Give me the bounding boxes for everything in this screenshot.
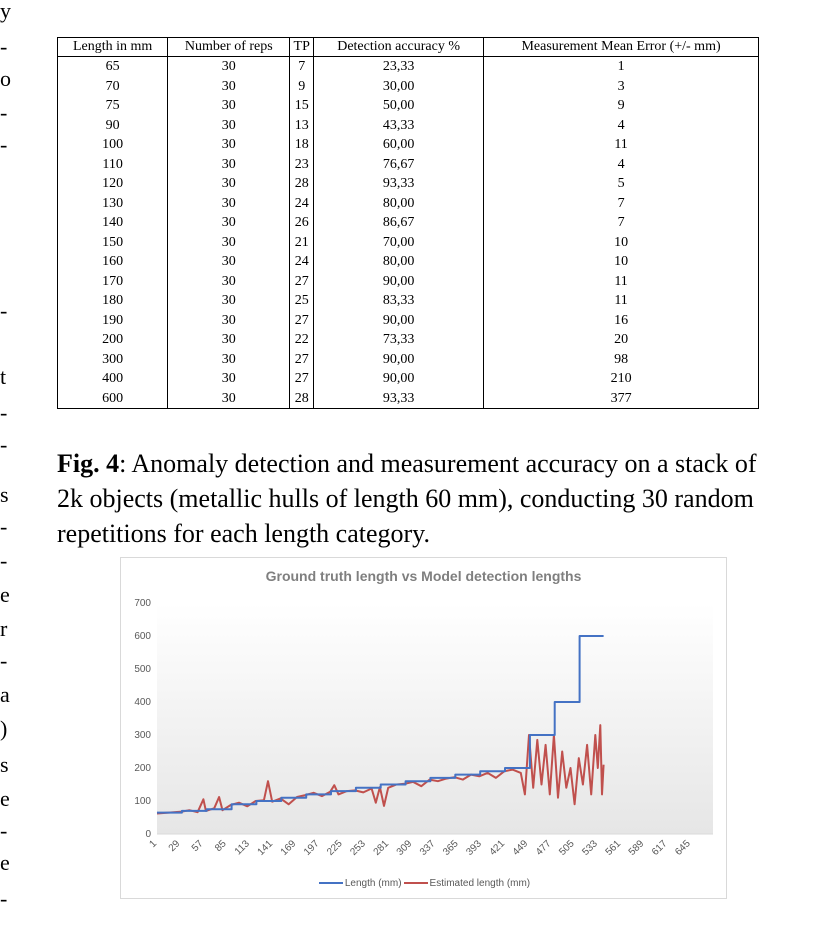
margin-fragment: a: [0, 682, 10, 707]
table-row: [58, 135, 759, 155]
table-header-row: [58, 38, 759, 57]
table-row: [58, 272, 759, 292]
table-cell: 30: [168, 369, 290, 389]
x-tick-label: 225: [325, 838, 345, 858]
x-tick-label: 253: [348, 838, 368, 858]
table-cell: 93,33: [314, 389, 484, 409]
table-cell: 27: [290, 272, 314, 292]
table-row: [58, 291, 759, 311]
table-cell: 200: [58, 330, 168, 350]
table-cell: 100: [58, 135, 168, 155]
legend-length-label: Length (mm): [344, 878, 402, 889]
x-tick-label: 449: [510, 838, 531, 858]
x-tick-label: 505: [557, 838, 577, 858]
table-cell: 80,00: [314, 194, 484, 214]
y-tick-label: 100: [134, 796, 151, 807]
table-cell: 30: [168, 252, 290, 272]
x-tick-label: 421: [487, 838, 508, 858]
x-tick-label: 589: [626, 838, 647, 858]
legend-length-swatch: [319, 882, 343, 884]
table-cell: 377: [484, 389, 759, 409]
table-cell: 50,00: [314, 96, 484, 116]
table-cell: 190: [58, 311, 168, 331]
table-cell: 30: [168, 272, 290, 292]
margin-fragment: r: [0, 616, 8, 641]
plot-area: [157, 603, 713, 834]
table-cell: 600: [58, 389, 168, 409]
table-row: [58, 213, 759, 233]
chart-plot: [121, 558, 726, 878]
margin-fragment: -: [0, 432, 8, 457]
table-cell: 16: [484, 311, 759, 331]
header-accuracy: Detection accuracy %: [314, 38, 484, 57]
table-cell: 7: [484, 213, 759, 233]
table-cell: 30: [168, 213, 290, 233]
x-tick-label: 85: [213, 838, 229, 854]
x-tick-label: 169: [278, 838, 299, 858]
table-cell: 90,00: [314, 311, 484, 331]
y-tick-label: 0: [145, 829, 151, 840]
x-tick-label: 365: [441, 838, 461, 858]
margin-fragment: -: [0, 514, 8, 539]
legend-estimated-swatch: [404, 882, 428, 884]
table-cell: 10: [484, 252, 759, 272]
table-row: [58, 77, 759, 97]
table-cell: 27: [290, 350, 314, 370]
table-cell: 11: [484, 272, 759, 292]
x-tick-label: 337: [417, 838, 438, 858]
table-cell: 160: [58, 252, 168, 272]
table-cell: 26: [290, 213, 314, 233]
table-cell: 30: [168, 350, 290, 370]
y-tick-label: 600: [134, 631, 151, 642]
table-row: [58, 252, 759, 272]
table-cell: 9: [484, 96, 759, 116]
header-length: Length in mm: [58, 38, 168, 57]
table-cell: 10: [484, 233, 759, 253]
x-tick-label: 197: [301, 838, 322, 858]
table-cell: 4: [484, 155, 759, 175]
table-cell: 27: [290, 369, 314, 389]
table-cell: 180: [58, 291, 168, 311]
x-tick-label: 57: [189, 838, 206, 854]
legend-estimated-label: Estimated length (mm): [429, 878, 531, 889]
table-cell: 170: [58, 272, 168, 292]
table-row: [58, 369, 759, 389]
margin-fragment: -: [0, 548, 8, 573]
x-tick-label: 1: [147, 838, 160, 851]
table-cell: 27: [290, 311, 314, 331]
margin-fragment: -: [0, 818, 8, 843]
x-tick-label: 393: [464, 838, 484, 858]
y-tick-label: 500: [134, 664, 151, 675]
x-tick-label: 477: [533, 838, 554, 858]
table-cell: 11: [484, 291, 759, 311]
table-cell: 30: [168, 233, 290, 253]
margin-fragment: -: [0, 34, 8, 59]
left-margin-text: [0, 0, 14, 926]
table-cell: 23,33: [314, 57, 484, 77]
table-cell: 9: [290, 77, 314, 97]
chart-title: Ground truth length vs Model detection lengths: [265, 568, 582, 584]
table-cell: 15: [290, 96, 314, 116]
table-cell: 4: [484, 116, 759, 136]
table-cell: 90,00: [314, 350, 484, 370]
table-row: [58, 350, 759, 370]
table-cell: 3: [484, 77, 759, 97]
table-cell: 70,00: [314, 233, 484, 253]
chart-legend: [121, 878, 726, 889]
margin-fragment: -: [0, 100, 8, 125]
table-cell: 11: [484, 135, 759, 155]
margin-fragment: -: [0, 886, 8, 911]
x-tick-label: 645: [673, 838, 693, 858]
header-reps: Number of reps: [168, 38, 290, 57]
y-tick-label: 200: [134, 763, 151, 774]
table-cell: 83,33: [314, 291, 484, 311]
margin-fragment: ): [0, 716, 8, 741]
margin-fragment: y: [0, 0, 11, 23]
margin-fragment: e: [0, 582, 10, 607]
margin-fragment: t: [0, 364, 7, 389]
table-row: [58, 330, 759, 350]
table-cell: 120: [58, 174, 168, 194]
table-cell: 28: [290, 389, 314, 409]
table-cell: 110: [58, 155, 168, 175]
table-cell: 75: [58, 96, 168, 116]
table-cell: 30: [168, 330, 290, 350]
table-cell: 7: [290, 57, 314, 77]
x-tick-label: 617: [649, 838, 670, 858]
y-tick-label: 300: [134, 730, 151, 741]
table-cell: 30: [168, 77, 290, 97]
table-cell: 1: [484, 57, 759, 77]
header-error: Measurement Mean Error (+/- mm): [484, 38, 759, 57]
table-cell: 30,00: [314, 77, 484, 97]
margin-fragment: e: [0, 786, 10, 811]
figure-caption: [57, 446, 769, 551]
x-tick-label: 113: [232, 838, 252, 858]
table-cell: 130: [58, 194, 168, 214]
table-cell: 30: [168, 57, 290, 77]
table-cell: 30: [168, 194, 290, 214]
table-cell: 210: [484, 369, 759, 389]
table-row: [58, 116, 759, 136]
table-cell: 22: [290, 330, 314, 350]
x-tick-label: 141: [255, 838, 276, 858]
table-cell: 300: [58, 350, 168, 370]
table-row: [58, 233, 759, 253]
table-cell: 20: [484, 330, 759, 350]
caption-label: Fig. 4: [57, 449, 120, 478]
table-cell: 7: [484, 194, 759, 214]
table-cell: 5: [484, 174, 759, 194]
table-row: [58, 155, 759, 175]
table-cell: 25: [290, 291, 314, 311]
table-cell: 30: [168, 135, 290, 155]
table-cell: 80,00: [314, 252, 484, 272]
table-cell: 28: [290, 174, 314, 194]
table-cell: 18: [290, 135, 314, 155]
table-body: [58, 57, 759, 409]
table-cell: 90: [58, 116, 168, 136]
table-cell: 90,00: [314, 272, 484, 292]
margin-fragment: -: [0, 298, 8, 323]
table-row: [58, 57, 759, 77]
margin-fragment: -: [0, 400, 8, 425]
caption-text: : Anomaly detection and measurement accuracy on a stack of 2k objects (metallic hulls of length 60 mm), conducting 30 random repetitions for each length category.: [57, 449, 757, 548]
x-tick-label: 29: [166, 838, 183, 854]
table-cell: 140: [58, 213, 168, 233]
header-tp: TP: [290, 38, 314, 57]
table-cell: 21: [290, 233, 314, 253]
table-cell: 65: [58, 57, 168, 77]
table-cell: 13: [290, 116, 314, 136]
table-row: [58, 194, 759, 214]
x-tick-label: 309: [394, 838, 415, 858]
table-cell: 30: [168, 116, 290, 136]
table-cell: 86,67: [314, 213, 484, 233]
table-cell: 23: [290, 155, 314, 175]
table-cell: 30: [168, 311, 290, 331]
x-tick-label: 561: [603, 838, 624, 858]
table-cell: 73,33: [314, 330, 484, 350]
y-tick-label: 700: [134, 598, 151, 609]
results-table: [57, 37, 759, 409]
table-row: [58, 96, 759, 116]
table-cell: 30: [168, 96, 290, 116]
table-row: [58, 389, 759, 409]
table-cell: 400: [58, 369, 168, 389]
x-tick-label: 281: [371, 838, 392, 858]
table-cell: 24: [290, 252, 314, 272]
table-cell: 30: [168, 389, 290, 409]
table-cell: 30: [168, 174, 290, 194]
margin-fragment: e: [0, 850, 10, 875]
table-cell: 70: [58, 77, 168, 97]
table-cell: 24: [290, 194, 314, 214]
margin-fragment: -: [0, 132, 8, 157]
table-cell: 150: [58, 233, 168, 253]
y-tick-label: 400: [134, 697, 151, 708]
margin-fragment: -: [0, 648, 8, 673]
line-chart: [120, 557, 727, 899]
table-cell: 93,33: [314, 174, 484, 194]
table-row: [58, 311, 759, 331]
table-row: [58, 174, 759, 194]
table-cell: 30: [168, 155, 290, 175]
table-cell: 30: [168, 291, 290, 311]
table-cell: 76,67: [314, 155, 484, 175]
table-cell: 90,00: [314, 369, 484, 389]
table-cell: 98: [484, 350, 759, 370]
margin-fragment: o: [0, 66, 11, 91]
table-cell: 43,33: [314, 116, 484, 136]
table-cell: 60,00: [314, 135, 484, 155]
margin-fragment: s: [0, 752, 9, 777]
margin-fragment: s: [0, 482, 9, 507]
x-tick-label: 533: [580, 838, 600, 858]
